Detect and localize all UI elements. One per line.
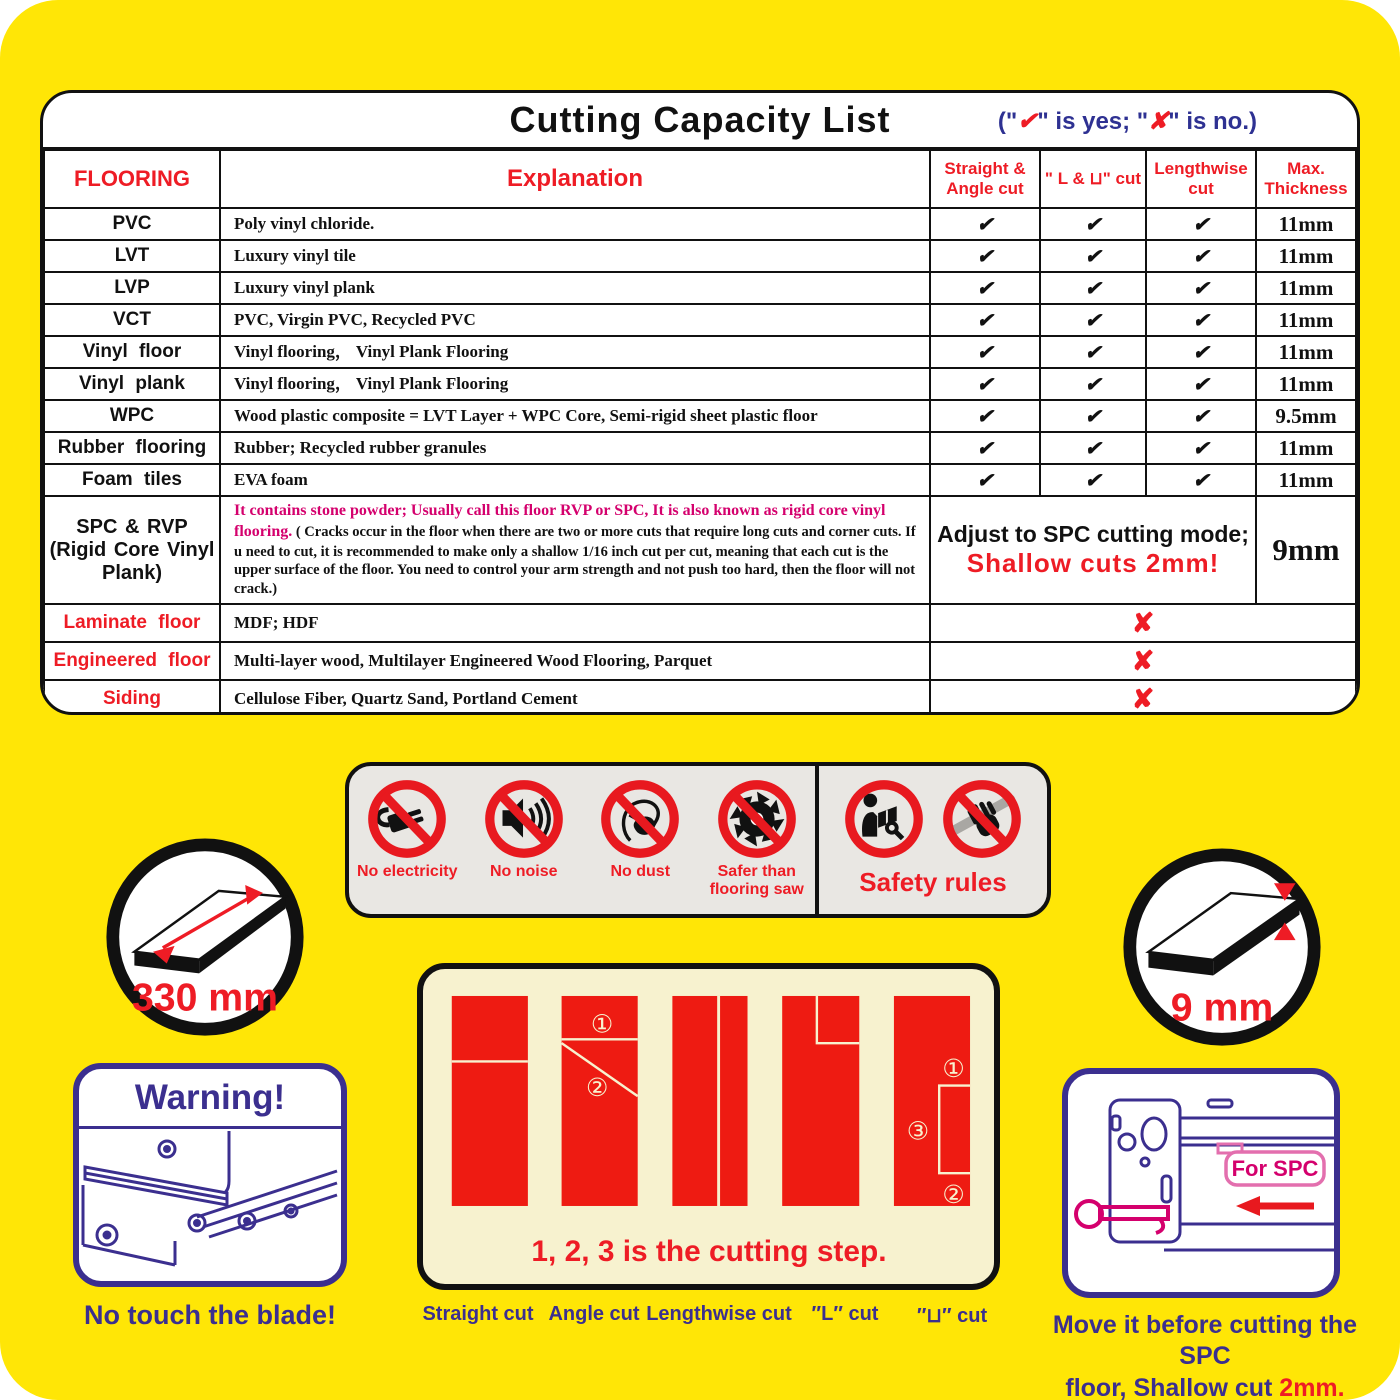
legend-text: " is no.)	[1168, 108, 1257, 135]
check-cell: ✔	[1040, 336, 1146, 368]
no-noise-icon	[481, 776, 567, 862]
cross-cell: ✘	[930, 604, 1356, 642]
check-cell: ✔	[930, 240, 1040, 272]
cross-cell: ✘	[930, 642, 1356, 680]
spc-mode-line2: Shallow cuts 2mm!	[966, 548, 1220, 579]
step-label-l-cut: ″L″ cut	[811, 1303, 879, 1325]
thickness-cell: 11mm	[1256, 240, 1356, 272]
for-spc-label: For SPC	[1231, 1156, 1319, 1181]
thickness-cell: 11mm	[1256, 432, 1356, 464]
explanation-cell: Luxury vinyl plank	[220, 272, 930, 304]
check-cell: ✔	[1040, 208, 1146, 240]
check-cell: ✔	[930, 400, 1040, 432]
capacity-table	[43, 149, 1357, 715]
saw-blade-icon	[714, 776, 800, 862]
thickness-cell: 11mm	[1256, 336, 1356, 368]
explanation-cell: PVC, Virgin PVC, Recycled PVC	[220, 304, 930, 336]
check-cell: ✔	[1146, 304, 1256, 336]
l-cut-diagram	[782, 996, 859, 1206]
spc-caption	[1035, 1310, 1375, 1400]
safety-icons-group	[349, 766, 815, 914]
check-cell: ✔	[930, 368, 1040, 400]
spc-caption-highlight: 2mm.	[1279, 1373, 1345, 1400]
thickness-cell: 9mm	[1256, 496, 1356, 604]
lengthwise-cut-diagram	[672, 996, 747, 1206]
table-row	[44, 336, 1356, 368]
flooring-cell: PVC	[44, 208, 220, 240]
table-row-spc	[44, 496, 1356, 604]
warning-box	[73, 1063, 347, 1287]
cutting-steps-diagram	[423, 969, 994, 1284]
thickness-cell: 9.5mm	[1256, 400, 1356, 432]
safety-item-no-noise	[468, 776, 580, 881]
explanation-cell: Multi-layer wood, Multilayer Engineered Wood Flooring, Parquet	[220, 642, 930, 680]
table-row	[44, 400, 1356, 432]
check-cell: ✔	[930, 432, 1040, 464]
safety-item-no-electricity	[351, 776, 463, 881]
cross-cell: ✘	[930, 680, 1356, 715]
cut-width-badge	[102, 836, 308, 1042]
thickness-cell: 11mm	[1256, 208, 1356, 240]
check-cell: ✔	[1146, 240, 1256, 272]
step-label-straight: Straight cut	[422, 1303, 534, 1325]
spc-mode-cell	[930, 496, 1256, 604]
col-header-max-thickness: Max. Thickness	[1256, 150, 1356, 208]
col-header-lengthwise: Lengthwise cut	[1146, 150, 1256, 208]
for-spc-tag	[1218, 1144, 1324, 1185]
col-header-l-cut: " L & ⊔" cut	[1040, 150, 1146, 208]
flooring-cell: Vinyl floor	[44, 336, 220, 368]
no-touch-icon	[939, 776, 1025, 862]
check-cell: ✔	[930, 464, 1040, 496]
safety-label: No dust	[610, 863, 671, 880]
check-cell: ✔	[930, 304, 1040, 336]
check-cell: ✔	[1040, 240, 1146, 272]
safety-label: No noise	[489, 863, 558, 880]
no-dust-icon	[597, 776, 683, 862]
step-label-u-cut: ″⊔″ cut	[916, 1305, 988, 1327]
table-row	[44, 208, 1356, 240]
step-mark: ①	[942, 1054, 965, 1083]
legend-text: " is yes; "	[1037, 108, 1149, 135]
table-title-row	[43, 93, 1357, 149]
col-header-straight-angle: Straight & Angle cut	[930, 150, 1040, 208]
plank-thickness-icon	[1119, 846, 1325, 1052]
spc-lever-illustration	[1068, 1074, 1334, 1292]
flooring-cell: Vinyl plank	[44, 368, 220, 400]
safety-item-no-dust	[584, 776, 696, 881]
check-cell: ✔	[1040, 272, 1146, 304]
thickness-cell: 11mm	[1256, 368, 1356, 400]
spc-highlight-text: It contains stone powder; Usually call this floor RVP or SPC, It is also known as rigid core vinyl flooring.	[234, 502, 886, 540]
safety-rules-label: Safety rules	[859, 867, 1007, 897]
spc-caption-line2: floor, Shallow cut	[1065, 1373, 1280, 1400]
step-mark: ③	[906, 1117, 930, 1146]
flooring-cell: Laminate floor	[44, 604, 220, 642]
explanation-cell: MDF; HDF	[220, 604, 930, 642]
check-cell: ✔	[1146, 336, 1256, 368]
spc-mode-line1: Adjust to SPC cutting mode;	[937, 521, 1249, 548]
step-mark: ①	[590, 1010, 614, 1039]
table-row-no	[44, 642, 1356, 680]
cut-thickness-badge	[1119, 846, 1325, 1052]
check-cell: ✔	[1040, 432, 1146, 464]
warning-title: Warning!	[79, 1069, 341, 1129]
cutting-steps-box	[417, 963, 1000, 1290]
check-cell: ✔	[1146, 272, 1256, 304]
table-row	[44, 368, 1356, 400]
check-cell: ✔	[1146, 464, 1256, 496]
check-cell: ✔	[1040, 304, 1146, 336]
col-header-flooring: FLOORING	[44, 150, 220, 208]
cutting-capacity-panel	[40, 90, 1360, 715]
flooring-cell: Foam tiles	[44, 464, 220, 496]
thickness-cell: 11mm	[1256, 272, 1356, 304]
explanation-cell: Cellulose Fiber, Quartz Sand, Portland Cement	[220, 680, 930, 715]
legend	[998, 107, 1257, 136]
check-cell: ✔	[1040, 400, 1146, 432]
check-cell: ✔	[1040, 464, 1146, 496]
flooring-cell: LVT	[44, 240, 220, 272]
table-row	[44, 464, 1356, 496]
explanation-cell: Rubber; Recycled rubber granules	[220, 432, 930, 464]
col-header-explanation: Explanation	[220, 150, 930, 208]
step-label-angle: Angle cut	[548, 1303, 640, 1325]
cross-icon: ✘	[1148, 108, 1169, 135]
legend-text: ("	[997, 108, 1018, 135]
safety-item-safer-than-saw	[701, 776, 813, 898]
spc-caption-line1: Move it before cutting the SPC	[1052, 1311, 1358, 1371]
explanation-cell: Wood plastic composite = LVT Layer + WPC Core, Semi-rigid sheet plastic floor	[220, 400, 930, 432]
cut-width-value: 330 mm	[131, 975, 279, 1020]
check-cell: ✔	[930, 336, 1040, 368]
page-title: Cutting Capacity List	[509, 99, 891, 140]
table-row	[44, 272, 1356, 304]
explanation-cell: Luxury vinyl tile	[220, 240, 930, 272]
spc-note-text: ( Cracks occur in the floor when there are two or more cuts that require long cuts and corner cuts. If u need to cut, it is recommended to make only a shallow 1/16 inch cut per cut, meaning that each cut is the upper surface of the floor. You need to control your arm strength and not push too hard, then the floor will not crack.)	[234, 523, 916, 598]
flooring-cell: Siding	[44, 680, 220, 715]
thickness-cell: 11mm	[1256, 464, 1356, 496]
table-row	[44, 240, 1356, 272]
straight-cut-diagram	[452, 996, 528, 1206]
table-row	[44, 432, 1356, 464]
safety-panel	[345, 762, 1051, 918]
table-row-no	[44, 604, 1356, 642]
plank-width-icon	[102, 836, 308, 1042]
flooring-cell: LVP	[44, 272, 220, 304]
step-mark: ②	[942, 1181, 965, 1210]
flooring-cell: SPC & RVP (Rigid Core Vinyl Plank)	[44, 496, 220, 604]
cut-thickness-value: 9 mm	[1170, 985, 1274, 1030]
thickness-cell: 11mm	[1256, 304, 1356, 336]
spc-mode-box	[1062, 1068, 1340, 1298]
explanation-cell: Vinyl flooring， Vinyl Plank Flooring	[220, 336, 930, 368]
left-arrow-icon	[1236, 1196, 1314, 1216]
check-cell: ✔	[1146, 368, 1256, 400]
check-cell: ✔	[1146, 208, 1256, 240]
explanation-cell: Vinyl flooring， Vinyl Plank Flooring	[220, 368, 930, 400]
table-row-no	[44, 680, 1356, 715]
check-cell: ✔	[930, 208, 1040, 240]
blade-illustration	[79, 1129, 341, 1277]
check-cell: ✔	[1146, 400, 1256, 432]
steps-caption: 1, 2, 3 is the cutting step.	[531, 1234, 887, 1268]
step-mark: ②	[586, 1074, 609, 1103]
explanation-cell: Poly vinyl chloride.	[220, 208, 930, 240]
table-row	[44, 304, 1356, 336]
flooring-cell: Rubber flooring	[44, 432, 220, 464]
no-electricity-icon	[364, 776, 450, 862]
step-label-lengthwise: Lengthwise cut	[646, 1303, 792, 1325]
flooring-cell: VCT	[44, 304, 220, 336]
explanation-cell	[220, 496, 930, 604]
safety-rules-group	[819, 766, 1047, 914]
check-icon: ✔	[1017, 108, 1038, 135]
angle-cut-diagram	[562, 996, 638, 1206]
explanation-cell: EVA foam	[220, 464, 930, 496]
u-cut-diagram	[894, 996, 970, 1209]
flooring-cell: Engineered floor	[44, 642, 220, 680]
read-manual-icon	[841, 776, 927, 862]
safety-label: Safer than flooring saw	[709, 863, 804, 898]
check-cell: ✔	[1146, 432, 1256, 464]
warning-caption: No touch the blade!	[84, 1300, 336, 1330]
check-cell: ✔	[1040, 368, 1146, 400]
table-header-row	[44, 150, 1356, 208]
flooring-cell: WPC	[44, 400, 220, 432]
check-cell: ✔	[930, 272, 1040, 304]
safety-label: No electricity	[357, 863, 458, 880]
